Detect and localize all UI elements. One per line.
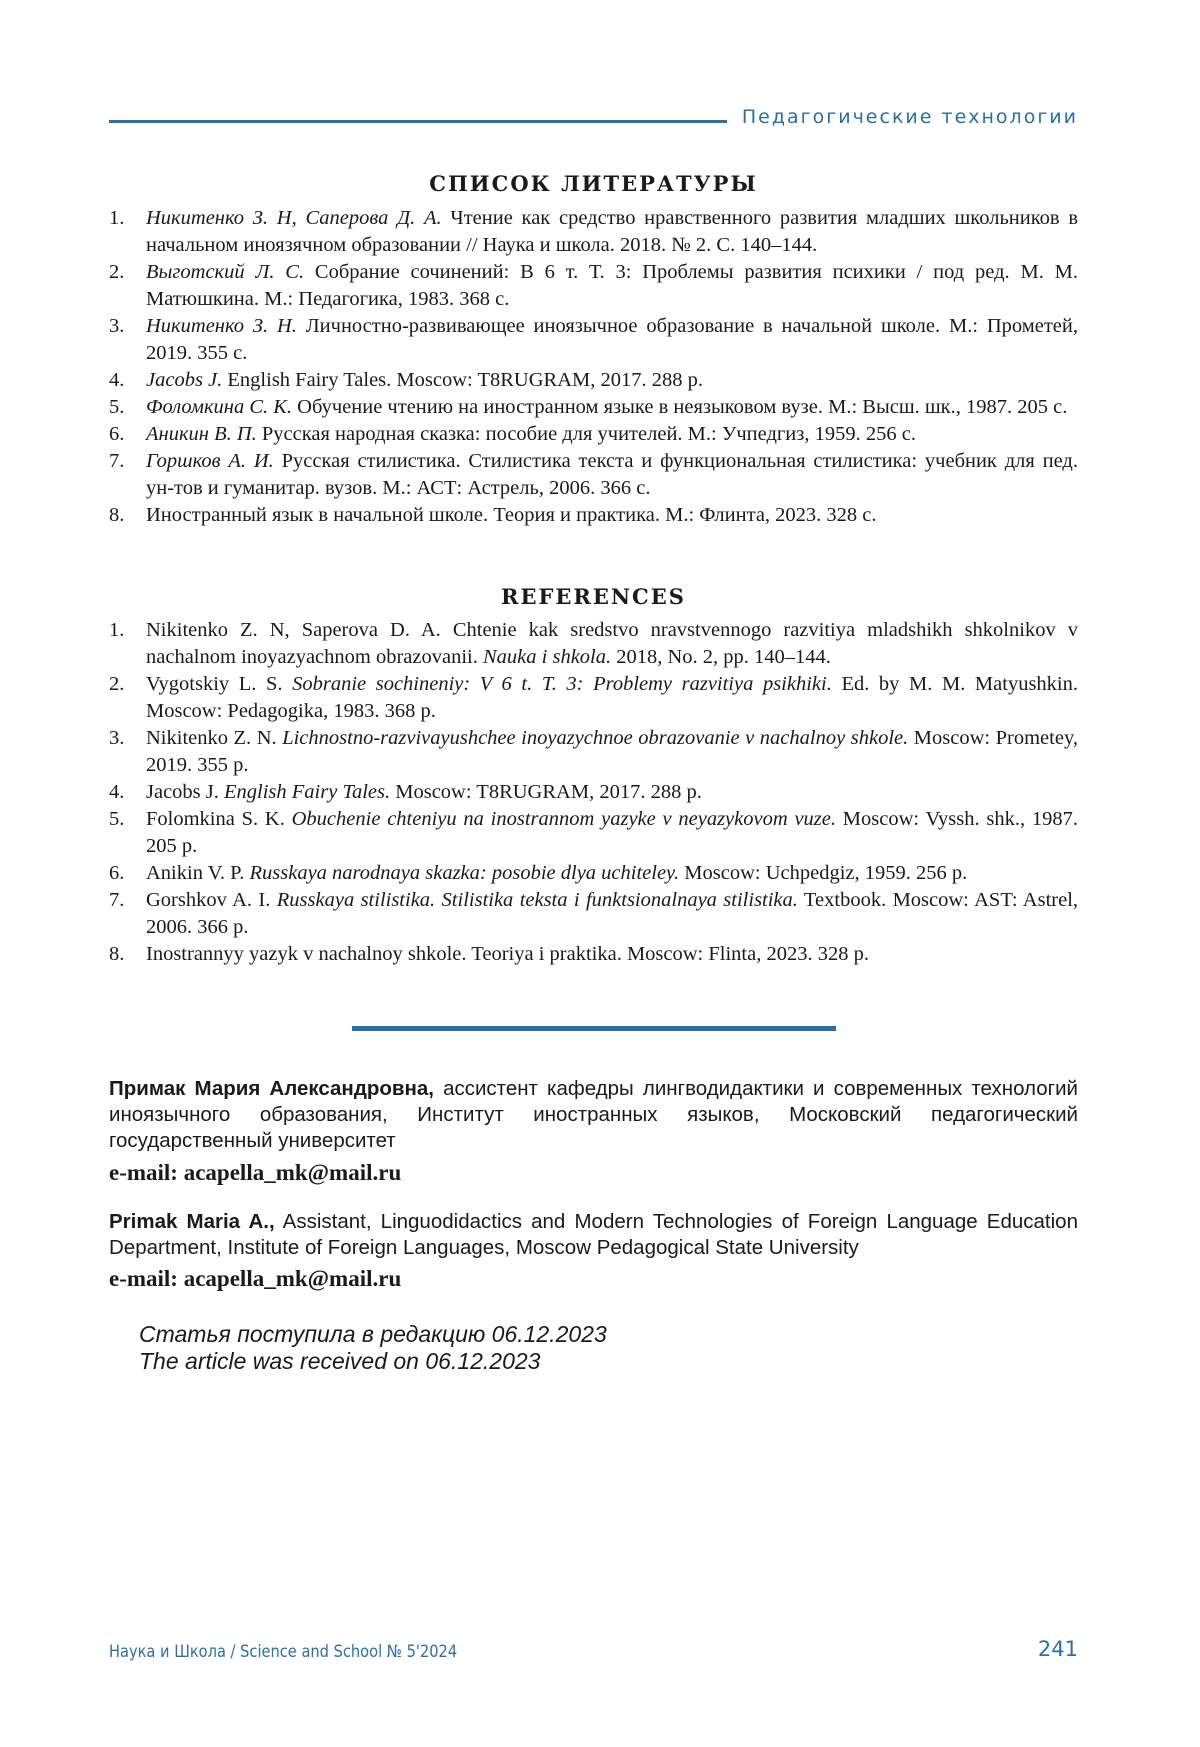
author-name-en: Primak Maria A., — [109, 1210, 275, 1233]
reference-number: 3. — [109, 727, 125, 749]
reference-text: English Fairy Tales. Moscow: T8RUGRAM, 2017. 288 p. — [222, 369, 703, 391]
reference-title: Obuchenie chteniyu na inostrannom yazyke v neyazykovom vuze. — [291, 808, 836, 830]
reference-item — [109, 725, 1078, 779]
reference-item — [109, 806, 1078, 860]
reference-number: 8. — [109, 504, 125, 526]
reference-authors: Выготский Л. С. — [146, 261, 305, 283]
ru-references-title: СПИСОК ЛИТЕРАТУРЫ — [429, 171, 758, 196]
reference-publication: Moscow: Uchpedgiz, 1959. 256 p. — [679, 862, 968, 884]
reference-item — [109, 448, 1078, 502]
reference-text: Nikitenko Z. N. — [146, 727, 283, 749]
reference-number: 5. — [109, 396, 125, 418]
reference-publication: Moscow: Vyssh. shk., 1987. 205 p. — [146, 808, 1079, 857]
author-name-ru: Примак Мария Александровна, — [109, 1077, 434, 1100]
en-reference-list — [109, 617, 1078, 968]
reference-number: 5. — [109, 808, 125, 830]
author-email-en: e-mail: acapella_mk@mail.ru — [109, 1266, 402, 1291]
reference-text: Собрание сочинений: В 6 т. Т. 3: Проблемы развития психики / под ред. М. М. Матюшкина. М.: Педагогика, 1983. 368 с. — [146, 261, 1079, 310]
reference-publication: Textbook. Moscow: AST: Astrel, 2006. 366 p. — [146, 889, 1079, 938]
received-date-en: The article was received on 06.12.2023 — [139, 1348, 541, 1374]
reference-authors: Никитенко З. Н. — [146, 315, 297, 337]
reference-publication: Moscow: Prometey, 2019. 355 p. — [146, 727, 1078, 776]
reference-item — [109, 887, 1078, 941]
reference-number: 2. — [109, 673, 125, 695]
reference-number: 4. — [109, 781, 125, 803]
reference-text: Jacobs J. — [146, 781, 225, 803]
reference-title: Lichnostno-razvivayushchee inoyazychnoe obrazovanie v nachalnoy shkole. — [282, 727, 909, 749]
reference-title: Nauka i shkola. — [483, 646, 612, 668]
reference-number: 7. — [109, 889, 125, 911]
author-info-en — [109, 1209, 1078, 1261]
reference-item — [109, 259, 1078, 313]
author-affiliation-ru: ассистент кафедры лингводидактики и современных технологий иноязычного образования, Институт иностранных языков, Московский педагогический государственный университет — [109, 1077, 1079, 1152]
author-info-ru — [109, 1076, 1078, 1154]
reference-number: 8. — [109, 943, 125, 965]
page-number: 241 — [1037, 1637, 1078, 1661]
reference-text: Личностно-развивающее иноязычное образование в начальной школе. М.: Прометей, 2019. 355 с. — [146, 315, 1078, 364]
reference-text: Inostrannyy yazyk v nachalnoy shkole. Teoriya i praktika. Moscow: Flinta, 2023. 328 p. — [146, 943, 869, 965]
reference-text: Folomkina S. K. — [146, 808, 292, 830]
reference-title: English Fairy Tales. — [224, 781, 391, 803]
reference-text: Vygotskiy L. S. — [146, 673, 293, 695]
reference-text: Русская народная сказка: пособие для учителей. М.: Учпедгиз, 1959. 256 с. — [256, 423, 916, 445]
reference-authors: Фоломкина С. К. — [146, 396, 293, 418]
reference-item — [109, 421, 1078, 448]
reference-publication: 2018, No. 2, pp. 140–144. — [611, 646, 831, 668]
reference-item — [109, 367, 1078, 394]
reference-publication: Moscow: T8RUGRAM, 2017. 288 p. — [390, 781, 702, 803]
reference-authors: Аникин В. П. — [146, 423, 257, 445]
reference-title: Sobranie sochineniy: V 6 t. T. 3: Problemy razvitiya psikhiki. — [292, 673, 832, 695]
reference-item — [109, 671, 1078, 725]
reference-item — [109, 394, 1078, 421]
reference-text: Обучение чтению на иностранном языке в неязыковом вузе. М.: Высш. шк., 1987. 205 с. — [292, 396, 1068, 418]
ru-reference-list — [109, 205, 1078, 529]
footer-journal-name: Наука и Школа / Science and School № 5'2024 — [109, 1642, 458, 1662]
reference-number: 1. — [109, 619, 125, 641]
reference-number: 4. — [109, 369, 125, 391]
header-rule — [109, 120, 727, 123]
reference-number: 6. — [109, 862, 125, 884]
reference-number: 6. — [109, 423, 125, 445]
section-divider — [352, 1026, 836, 1031]
reference-text: Gorshkov A. I. — [146, 889, 277, 911]
reference-publication: Ed. by M. M. Matyushkin. Moscow: Pedagogika, 1983. 368 p. — [146, 673, 1078, 722]
reference-text: Anikin V. P. — [146, 862, 250, 884]
reference-text: Nikitenko Z. N, Saperova D. A. Chtenie kak sredstvo nravstvennogo razvitiya mladshikh shkolnikov v nachalnom inoyazyachnom obrazovanii. — [146, 619, 1078, 668]
reference-item — [109, 205, 1078, 259]
reference-item — [109, 617, 1078, 671]
en-references-title: REFERENCES — [501, 584, 686, 609]
reference-number: 1. — [109, 207, 125, 229]
reference-item — [109, 313, 1078, 367]
reference-number: 7. — [109, 450, 125, 472]
reference-item — [109, 779, 1078, 806]
reference-text: Иностранный язык в начальной школе. Теория и практика. М.: Флинта, 2023. 328 с. — [146, 504, 877, 526]
reference-authors: Никитенко З. Н, Саперова Д. А. — [146, 207, 442, 229]
author-email-ru: e-mail: acapella_mk@mail.ru — [109, 1160, 402, 1185]
reference-item — [109, 941, 1078, 968]
reference-authors: Горшков А. И. — [146, 450, 274, 472]
reference-authors: Jacobs J. — [146, 369, 223, 391]
reference-number: 3. — [109, 315, 125, 337]
reference-item — [109, 860, 1078, 887]
reference-text: Русская стилистика. Стилистика текста и функциональная стилистика: учебник для пед. ун-тов и гуманитар. вузов. М.: АСТ: Астрель, 2006. 366 с. — [146, 450, 1078, 499]
reference-item — [109, 502, 1078, 529]
reference-title: Russkaya narodnaya skazka: posobie dlya uchiteley. — [249, 862, 680, 884]
reference-number: 2. — [109, 261, 125, 283]
reference-text: Чтение как средство нравственного развития младших школьников в начальном иноязячном образовании // Наука и школа. 2018. № 2. С. 140–144. — [146, 207, 1078, 256]
received-date-ru: Статья поступила в редакцию 06.12.2023 — [139, 1321, 607, 1347]
running-header: Педагогические технологии — [741, 106, 1078, 128]
author-affiliation-en: Assistant, Linguodidactics and Modern Technologies of Foreign Language Education Department, Institute of Foreign Languages, Moscow Pedagogical State University — [109, 1210, 1078, 1259]
reference-title: Russkaya stilistika. Stilistika teksta i funktsionalnaya stilistika. — [276, 889, 798, 911]
